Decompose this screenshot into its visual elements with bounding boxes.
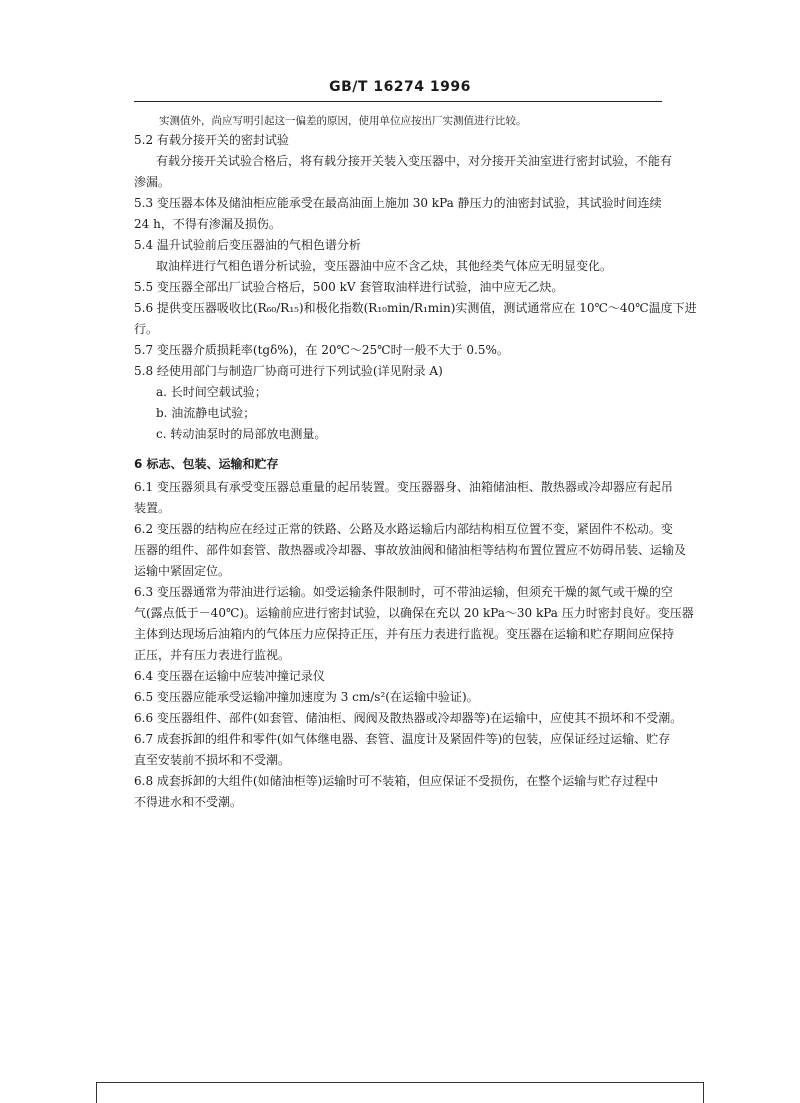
list-item-a: a. 长时间空载试验； [156, 385, 267, 399]
clause-6-1-text-cont: 装置。 [134, 501, 171, 515]
list-item-c: c. 转动油泵时的局部放电测量。 [156, 427, 327, 441]
clause-6-7-text-cont: 直至安装前不损坏和不受潮。 [134, 753, 291, 767]
clause-5-2-text: 有载分接开关试验合格后，将有载分接开关装入变压器中，对分接开关油室进行密封试验，不能有 [156, 154, 673, 168]
clause-5-5-text: 5.5 变压器全部出厂试验合格后，500 kV 套管取油样进行试验，油中应无乙炔。 [134, 280, 564, 294]
clause-5-6-text-cont: 行。 [134, 322, 159, 336]
clause-6-4-text: 6.4 变压器在运输中应装冲撞记录仪 [134, 669, 325, 683]
clause-5-3-text: 5.3 变压器本体及储油柜应能承受在最高油面上施加 30 kPa 静压力的油密封试验，其试验时间连续 [134, 196, 662, 210]
clause-5-2-text-cont: 渗漏。 [134, 175, 171, 189]
clause-5-4-title: 5.4 温升试验前后变压器油的气相色谱分析 [134, 238, 361, 252]
clause-6-2-text: 6.2 变压器的结构应在经过正常的铁路、公路及水路运输后内部结构相互位置不变，紧固件不松动。变 [134, 522, 673, 536]
clause-6-2-text-cont: 压器的组件、部件如套管、散热器或冷却器、事故放油阀和储油柜等结构布置位置应不妨碍吊装、运输及 [134, 543, 687, 557]
clause-5-3-text-cont: 24 h，不得有渗漏及损伤。 [134, 217, 281, 231]
clause-6-3-text-cont2: 主体到达现场后油箱内的气体压力应保持正压，并有压力表进行监视。变压器在运输和贮存期间应保持 [134, 627, 675, 641]
clause-5-8-text: 5.8 经使用部门与制造厂协商可进行下列试验(详见附录 A) [134, 364, 443, 378]
clause-6-1-text: 6.1 变压器须具有承受变压器总重量的起吊装置。变压器器身、油箱储油柜、散热器或冷却器应有起吊 [134, 480, 673, 494]
clause-6-6-text: 6.6 变压器组件、部件(如套管、储油柜、阀阀及散热器或冷却器等)在运输中，应使其不损坏和不受潮。 [134, 711, 683, 725]
list-item-b: b. 油流静电试验； [156, 406, 256, 420]
clause-5-7-text: 5.7 变压器介质损耗率(tgδ%)，在 20℃～25℃时一般不大于 0.5%。 [134, 343, 509, 357]
clause-6-8-text-cont: 不得进水和不受潮。 [134, 795, 243, 809]
clause-6-7-text: 6.7 成套拆卸的组件和零件(如气体继电器、套管、温度计及紧固件等)的包装，应保证经过运输、贮存 [134, 732, 671, 746]
clause-6-3-text-cont3: 正压，并有压力表进行监视。 [134, 648, 291, 662]
page-header-standard-number: GB/T 16274 1996 [329, 79, 471, 95]
clause-5-4-text: 取油样进行气相色谱分析试验，变压器油中应不含乙炔，其他经类气体应无明显变化。 [156, 259, 613, 273]
clause-6-3-text: 6.3 变压器通常为带油进行运输。如受运输条件限制时，可不带油运输，但须充干燥的氮气或干燥的空 [134, 585, 673, 599]
clause-6-3-text-cont: 气(露点低于－40℃)。运输前应进行密封试验，以确保在充以 20 kPa～30 kPa 压力时密封良好。变压器 [134, 606, 694, 620]
clause-6-5-text: 6.5 变压器应能承受运输冲撞加速度为 3 cm/s²(在运输中验证)。 [134, 690, 479, 704]
document-body [134, 112, 697, 813]
section-6-title: 6 标志、包装、运输和贮存 [134, 457, 279, 471]
clause-6-2-text-cont2: 运输中紧固定位。 [134, 564, 231, 578]
clause-5-6-text: 5.6 提供变压器吸收比(R₆₀/R₁₅)和极化指数(R₁₀min/R₁min)实测值，测试通常应在 10℃～40℃温度下进 [134, 301, 697, 315]
bottom-frame-border [96, 1082, 704, 1103]
clause-6-8-text: 6.8 成套拆卸的大组件(如储油柜等)运输时可不装箱，但应保证不受损伤，在整个运输与贮存过程中 [134, 774, 659, 788]
clause-5-2-title: 5.2 有载分接开关的密封试验 [134, 133, 289, 147]
header-rule [134, 101, 662, 102]
note-line: 实测值外，尚应写明引起这一偏差的原因，使用单位应按出厂实测值进行比较。 [159, 115, 527, 127]
